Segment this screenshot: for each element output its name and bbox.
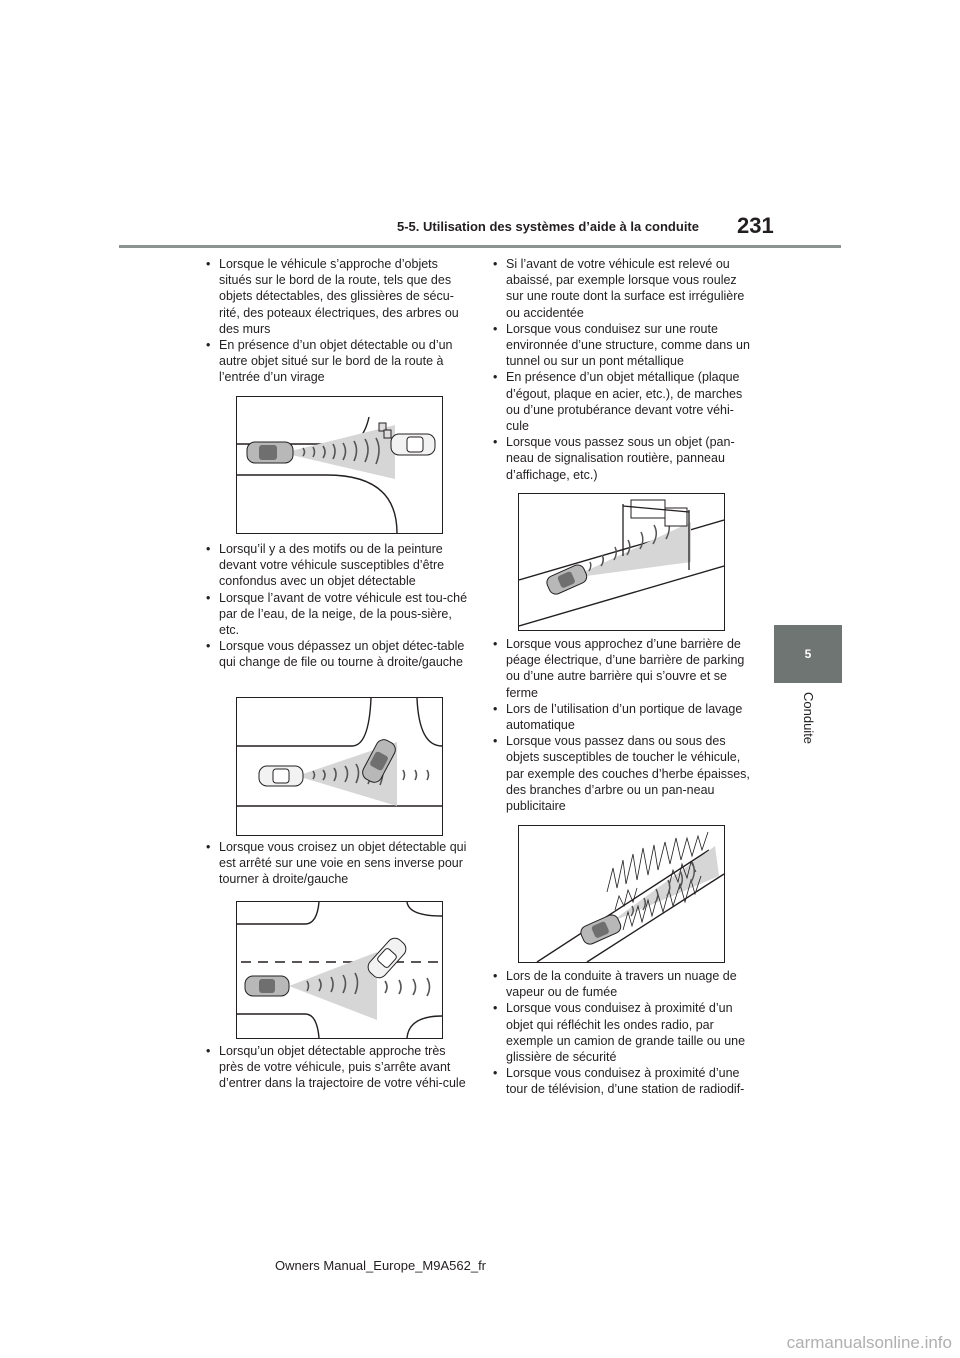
chapter-label (775, 690, 839, 770)
manual-id-footer: Owners Manual_Europe_M9A562_fr (275, 1258, 487, 1273)
list-item: • Lorsque vous conduisez à proximité d’une tour de télévision, d’une station de radiodif- (490, 1065, 755, 1097)
chapter-number: 5 (804, 647, 812, 661)
page-number: 231 (737, 213, 774, 238)
list-item: • Si l’avant de votre véhicule est relevé ou abaissé, par exemple lorsque vous roulez sur une route dont la surface est irrégulière ou accidentée (490, 256, 755, 321)
chapter-title: Conduite (801, 692, 816, 745)
illustration-oncoming-turn (236, 901, 443, 1039)
illustration-overhead-sign (518, 493, 725, 631)
site-watermark[interactable]: carmanualsonline.info (786, 1333, 952, 1352)
illustration-tall-grass (518, 825, 725, 963)
list-item: • Lorsque vous croisez un objet détectable qui est arrêté sur une voie en sens inverse pour tourner à droite/gauche (203, 839, 471, 888)
list-item: • Lorsque vous conduisez à proximité d’un objet qui réfléchit les ondes radio, par exemple un camion de grande taille ou une glissière de sécurité (490, 1000, 755, 1065)
bullet-list-left-3 (203, 839, 471, 888)
bullet-list-left-4 (203, 1043, 471, 1092)
bullet-list-right-2 (490, 636, 755, 814)
list-item: • Lorsque le véhicule s’approche d’objets situés sur le bord de la route, tels que des objets détectables, des glissières de sécu-rité, des poteaux électriques, des arbres ou des murs (203, 256, 471, 337)
section-title: 5-5. Utilisation des systèmes d’aide à la conduite (397, 219, 699, 234)
list-item: • En présence d’un objet métallique (plaque d’égout, plaque en acier, etc.), de marches ou d’une protubérance devant votre véhi-cule (490, 369, 755, 434)
illustration-lane-change (236, 697, 443, 836)
list-item: • Lorsqu’un objet détectable approche très près de votre véhicule, puis s’arrête avant d’entrer dans la trajectoire de votre véhi-cule (203, 1043, 471, 1092)
list-item: • Lorsque vous dépassez un objet détec-table qui change de file ou tourne à droite/gauche (203, 638, 471, 670)
chapter-tab[interactable] (774, 625, 842, 683)
list-item: • Lorsque vous approchez d’une barrière de péage électrique, d’une barrière de parking ou d’une autre barrière qui s’ouvre et se ferme (490, 636, 755, 701)
illustration-roadside-curve (236, 396, 443, 534)
list-item: • Lors de la conduite à travers un nuage de vapeur ou de fumée (490, 968, 755, 1000)
bullet-list-right-3 (490, 968, 755, 1098)
header-divider (119, 245, 841, 248)
list-item: • Lorsque vous conduisez sur une route environnée d’une structure, comme dans un tunnel ou sur un pont métallique (490, 321, 755, 370)
list-item: • Lorsque l’avant de votre véhicule est tou-ché par de l’eau, de la neige, de la pous-sière, etc. (203, 590, 471, 639)
bullet-list-left-2 (203, 541, 471, 671)
list-item: • Lorsqu’il y a des motifs ou de la peinture devant votre véhicule susceptibles d’être confondus avec un objet détectable (203, 541, 471, 590)
list-item: • Lors de l’utilisation d’un portique de lavage automatique (490, 701, 755, 733)
bullet-list-right-1 (490, 256, 755, 483)
list-item: • En présence d’un objet détectable ou d’un autre objet situé sur le bord de la route à l’entrée d’un virage (203, 337, 471, 386)
bullet-list-left-1 (203, 256, 471, 386)
list-item: • Lorsque vous passez sous un objet (pan-neau de signalisation routière, panneau d’affichage, etc.) (490, 434, 755, 483)
list-item: • Lorsque vous passez dans ou sous des objets susceptibles de toucher le véhicule, par exemple des couches d’herbe épaisses, des branches d’arbre ou un pan-neau publicitaire (490, 733, 755, 814)
